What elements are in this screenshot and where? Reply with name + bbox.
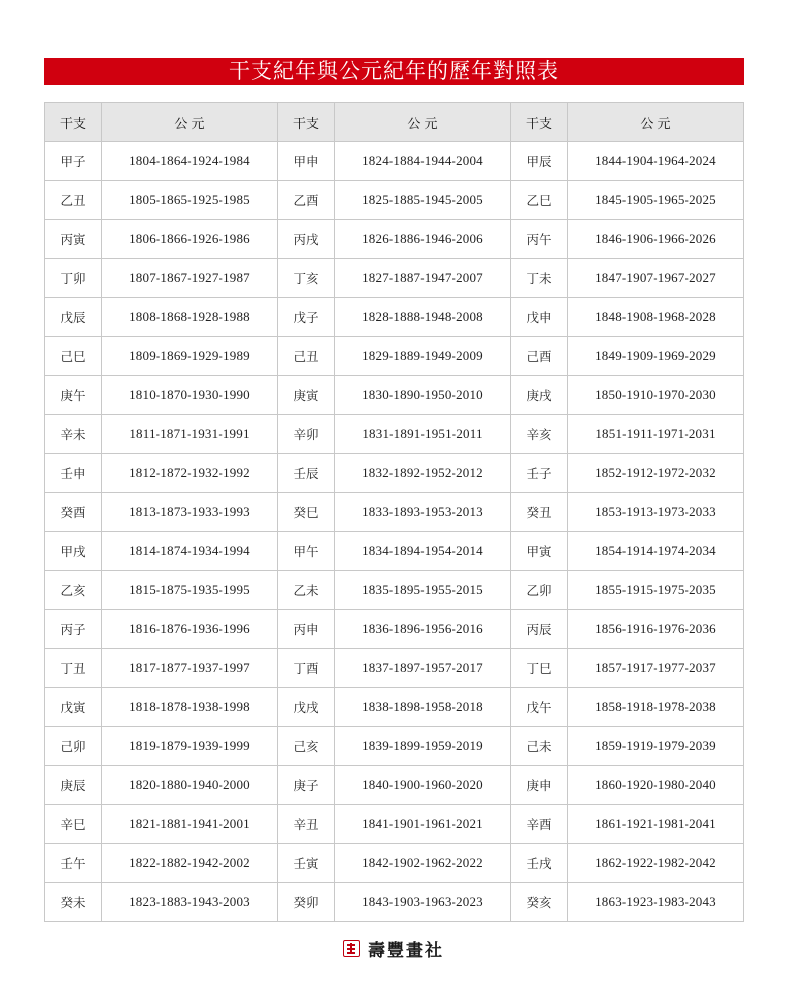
ganzhi-cell: 丙戌	[278, 220, 335, 259]
gongyuan-years-cell: 1826-1886-1946-2006	[335, 220, 511, 259]
gongyuan-years-cell: 1836-1896-1956-2016	[335, 610, 511, 649]
gongyuan-years-cell: 1835-1895-1955-2015	[335, 571, 511, 610]
gongyuan-years-cell: 1819-1879-1939-1999	[102, 727, 278, 766]
ganzhi-cell: 癸酉	[45, 493, 102, 532]
gongyuan-years-cell: 1829-1889-1949-2009	[335, 337, 511, 376]
table-row	[45, 805, 744, 844]
gongyuan-years-cell: 1813-1873-1933-1993	[102, 493, 278, 532]
ganzhi-cell: 己未	[511, 727, 568, 766]
table-row	[45, 649, 744, 688]
gongyuan-years-cell: 1854-1914-1974-2034	[568, 532, 744, 571]
ganzhi-cell: 壬戌	[511, 844, 568, 883]
gongyuan-years-cell: 1833-1893-1953-2013	[335, 493, 511, 532]
ganzhi-cell: 壬辰	[278, 454, 335, 493]
header-ganzhi: 干支	[278, 103, 335, 142]
ganzhi-cell: 壬寅	[278, 844, 335, 883]
ganzhi-cell: 辛丑	[278, 805, 335, 844]
ganzhi-cell: 辛卯	[278, 415, 335, 454]
ganzhi-cell: 丙辰	[511, 610, 568, 649]
header-gongyuan: 公 元	[335, 103, 511, 142]
table-row	[45, 337, 744, 376]
gongyuan-years-cell: 1814-1874-1934-1994	[102, 532, 278, 571]
gongyuan-years-cell: 1825-1885-1945-2005	[335, 181, 511, 220]
table-row	[45, 181, 744, 220]
gongyuan-years-cell: 1855-1915-1975-2035	[568, 571, 744, 610]
ganzhi-cell: 庚申	[511, 766, 568, 805]
gongyuan-years-cell: 1846-1906-1966-2026	[568, 220, 744, 259]
ganzhi-cell: 庚辰	[45, 766, 102, 805]
ganzhi-cell: 己酉	[511, 337, 568, 376]
ganzhi-cell: 庚午	[45, 376, 102, 415]
gongyuan-years-cell: 1853-1913-1973-2033	[568, 493, 744, 532]
ganzhi-cell: 辛亥	[511, 415, 568, 454]
gongyuan-years-cell: 1848-1908-1968-2028	[568, 298, 744, 337]
ganzhi-cell: 甲寅	[511, 532, 568, 571]
gongyuan-years-cell: 1837-1897-1957-2017	[335, 649, 511, 688]
table-row	[45, 688, 744, 727]
ganzhi-cell: 壬申	[45, 454, 102, 493]
gongyuan-years-cell: 1821-1881-1941-2001	[102, 805, 278, 844]
gongyuan-years-cell: 1844-1904-1964-2024	[568, 142, 744, 181]
ganzhi-cell: 丙午	[511, 220, 568, 259]
gongyuan-years-cell: 1810-1870-1930-1990	[102, 376, 278, 415]
page-title: 干支紀年與公元紀年的歷年對照表	[44, 58, 744, 85]
table-row	[45, 142, 744, 181]
gongyuan-years-cell: 1815-1875-1935-1995	[102, 571, 278, 610]
ganzhi-cell: 丙子	[45, 610, 102, 649]
ganzhi-cell: 癸卯	[278, 883, 335, 922]
gongyuan-years-cell: 1857-1917-1977-2037	[568, 649, 744, 688]
gongyuan-years-cell: 1818-1878-1938-1998	[102, 688, 278, 727]
ganzhi-cell: 己巳	[45, 337, 102, 376]
header-gongyuan: 公 元	[568, 103, 744, 142]
gongyuan-years-cell: 1828-1888-1948-2008	[335, 298, 511, 337]
gongyuan-years-cell: 1849-1909-1969-2029	[568, 337, 744, 376]
ganzhi-cell: 乙卯	[511, 571, 568, 610]
gongyuan-years-cell: 1858-1918-1978-2038	[568, 688, 744, 727]
gongyuan-years-cell: 1845-1905-1965-2025	[568, 181, 744, 220]
ganzhi-cell: 辛未	[45, 415, 102, 454]
gongyuan-years-cell: 1807-1867-1927-1987	[102, 259, 278, 298]
ganzhi-cell: 癸亥	[511, 883, 568, 922]
gongyuan-years-cell: 1847-1907-1967-2027	[568, 259, 744, 298]
table-row	[45, 844, 744, 883]
gongyuan-years-cell: 1806-1866-1926-1986	[102, 220, 278, 259]
ganzhi-year-table	[44, 102, 744, 922]
ganzhi-cell: 癸巳	[278, 493, 335, 532]
gongyuan-years-cell: 1831-1891-1951-2011	[335, 415, 511, 454]
gongyuan-years-cell: 1804-1864-1924-1984	[102, 142, 278, 181]
ganzhi-cell: 乙亥	[45, 571, 102, 610]
gongyuan-years-cell: 1852-1912-1972-2032	[568, 454, 744, 493]
ganzhi-cell: 丁未	[511, 259, 568, 298]
table-row	[45, 298, 744, 337]
gongyuan-years-cell: 1843-1903-1963-2023	[335, 883, 511, 922]
gongyuan-years-cell: 1808-1868-1928-1988	[102, 298, 278, 337]
red-seal-icon	[343, 940, 360, 957]
ganzhi-cell: 甲戌	[45, 532, 102, 571]
ganzhi-cell: 丁酉	[278, 649, 335, 688]
gongyuan-years-cell: 1856-1916-1976-2036	[568, 610, 744, 649]
ganzhi-cell: 庚戌	[511, 376, 568, 415]
gongyuan-years-cell: 1812-1872-1932-1992	[102, 454, 278, 493]
ganzhi-cell: 己亥	[278, 727, 335, 766]
table-row	[45, 610, 744, 649]
header-ganzhi: 干支	[511, 103, 568, 142]
gongyuan-years-cell: 1850-1910-1970-2030	[568, 376, 744, 415]
ganzhi-cell: 壬子	[511, 454, 568, 493]
ganzhi-cell: 乙丑	[45, 181, 102, 220]
ganzhi-cell: 甲子	[45, 142, 102, 181]
ganzhi-cell: 丙寅	[45, 220, 102, 259]
ganzhi-cell: 癸未	[45, 883, 102, 922]
table-row	[45, 415, 744, 454]
table-row	[45, 220, 744, 259]
ganzhi-cell: 庚寅	[278, 376, 335, 415]
ganzhi-cell: 乙巳	[511, 181, 568, 220]
ganzhi-cell: 戊申	[511, 298, 568, 337]
table-header-row	[45, 103, 744, 142]
ganzhi-cell: 丁丑	[45, 649, 102, 688]
ganzhi-cell: 乙未	[278, 571, 335, 610]
gongyuan-years-cell: 1832-1892-1952-2012	[335, 454, 511, 493]
table-row	[45, 727, 744, 766]
table-row	[45, 571, 744, 610]
gongyuan-years-cell: 1824-1884-1944-2004	[335, 142, 511, 181]
ganzhi-cell: 丁巳	[511, 649, 568, 688]
ganzhi-cell: 壬午	[45, 844, 102, 883]
gongyuan-years-cell: 1809-1869-1929-1989	[102, 337, 278, 376]
table-row	[45, 883, 744, 922]
ganzhi-cell: 甲午	[278, 532, 335, 571]
ganzhi-cell: 戊午	[511, 688, 568, 727]
gongyuan-years-cell: 1811-1871-1931-1991	[102, 415, 278, 454]
gongyuan-years-cell: 1838-1898-1958-2018	[335, 688, 511, 727]
table-row	[45, 259, 744, 298]
table-row	[45, 376, 744, 415]
gongyuan-years-cell: 1816-1876-1936-1996	[102, 610, 278, 649]
gongyuan-years-cell: 1860-1920-1980-2040	[568, 766, 744, 805]
gongyuan-years-cell: 1822-1882-1942-2002	[102, 844, 278, 883]
ganzhi-cell: 戊寅	[45, 688, 102, 727]
footer	[343, 936, 444, 960]
table-row	[45, 493, 744, 532]
ganzhi-cell: 甲辰	[511, 142, 568, 181]
ganzhi-cell: 丁亥	[278, 259, 335, 298]
ganzhi-cell: 己卯	[45, 727, 102, 766]
ganzhi-cell: 戊子	[278, 298, 335, 337]
table-row	[45, 454, 744, 493]
gongyuan-years-cell: 1861-1921-1981-2041	[568, 805, 744, 844]
ganzhi-cell: 甲申	[278, 142, 335, 181]
ganzhi-cell: 丙申	[278, 610, 335, 649]
ganzhi-cell: 戊辰	[45, 298, 102, 337]
table-row	[45, 766, 744, 805]
gongyuan-years-cell: 1841-1901-1961-2021	[335, 805, 511, 844]
ganzhi-cell: 乙酉	[278, 181, 335, 220]
gongyuan-years-cell: 1817-1877-1937-1997	[102, 649, 278, 688]
gongyuan-years-cell: 1823-1883-1943-2003	[102, 883, 278, 922]
brand-name: 壽豐畫社	[368, 940, 444, 961]
gongyuan-years-cell: 1840-1900-1960-2020	[335, 766, 511, 805]
ganzhi-cell: 辛巳	[45, 805, 102, 844]
ganzhi-cell: 戊戌	[278, 688, 335, 727]
ganzhi-cell: 癸丑	[511, 493, 568, 532]
gongyuan-years-cell: 1863-1923-1983-2043	[568, 883, 744, 922]
gongyuan-years-cell: 1805-1865-1925-1985	[102, 181, 278, 220]
gongyuan-years-cell: 1859-1919-1979-2039	[568, 727, 744, 766]
gongyuan-years-cell: 1862-1922-1982-2042	[568, 844, 744, 883]
ganzhi-cell: 己丑	[278, 337, 335, 376]
header-ganzhi: 干支	[45, 103, 102, 142]
header-gongyuan: 公 元	[102, 103, 278, 142]
ganzhi-cell: 丁卯	[45, 259, 102, 298]
gongyuan-years-cell: 1842-1902-1962-2022	[335, 844, 511, 883]
ganzhi-cell: 庚子	[278, 766, 335, 805]
gongyuan-years-cell: 1820-1880-1940-2000	[102, 766, 278, 805]
gongyuan-years-cell: 1839-1899-1959-2019	[335, 727, 511, 766]
gongyuan-years-cell: 1851-1911-1971-2031	[568, 415, 744, 454]
gongyuan-years-cell: 1834-1894-1954-2014	[335, 532, 511, 571]
ganzhi-cell: 辛酉	[511, 805, 568, 844]
gongyuan-years-cell: 1830-1890-1950-2010	[335, 376, 511, 415]
table-row	[45, 532, 744, 571]
gongyuan-years-cell: 1827-1887-1947-2007	[335, 259, 511, 298]
table-body	[45, 142, 744, 922]
